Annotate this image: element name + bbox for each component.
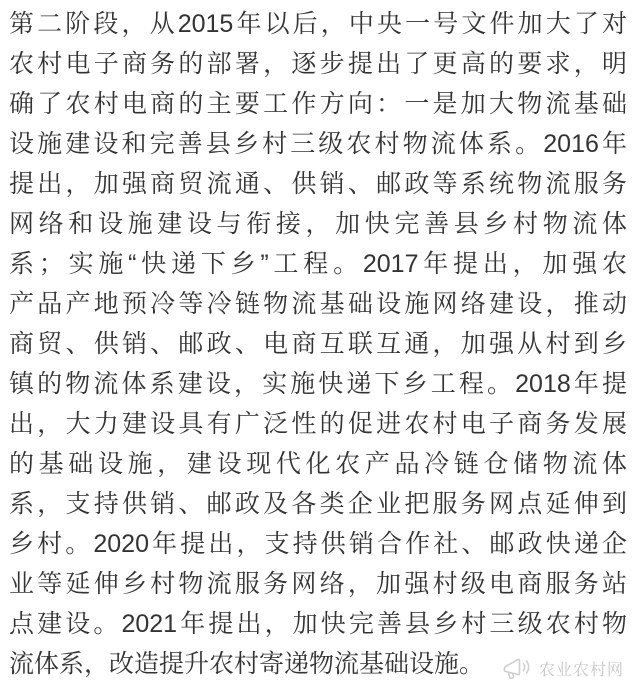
text-line: 镇的物流体系建设，实施快递下乡工程。2018年提 <box>9 370 627 398</box>
watermark-label: 农业农村网 <box>538 661 624 679</box>
article-text <box>9 4 627 684</box>
text-line: 系；实施“快递下乡”工程。2017年提出，加强农 <box>9 250 627 278</box>
megaphone-icon <box>502 654 532 682</box>
text-line: 的基础设施，建设现代化农产品冷链仓储物流体 <box>9 450 627 478</box>
text-line: 第二阶段，从2015年以后，中央一号文件加大了对 <box>9 10 627 38</box>
text-line: 出，大力建设具有广泛性的促进农村电子商务发展 <box>9 410 627 438</box>
text-line: 提出，加强商贸流通、供销、邮政等系统物流服务 <box>9 170 627 198</box>
text-line: 业等延伸乡村物流服务网络，加强村级电商服务站 <box>9 570 627 598</box>
text-line: 设施建设和完善县乡村三级农村物流体系。2016年 <box>9 130 627 158</box>
text-line: 确了农村电商的主要工作方向：一是加大物流基础 <box>9 90 627 118</box>
text-line: 流体系，改造提升农村寄递物流基础设施。 <box>9 650 485 678</box>
text-line: 网络和设施建设与衔接，加快完善县乡村物流体 <box>9 210 627 238</box>
watermark <box>502 654 624 682</box>
text-line: 点建设。2021年提出，加快完善县乡村三级农村物 <box>9 610 627 638</box>
text-line: 农村电子商务的部署，逐步提出了更高的要求，明 <box>9 50 627 78</box>
text-line: 产品产地预冷等冷链物流基础设施网络建设，推动 <box>9 290 627 318</box>
text-line: 系，支持供销、邮政及各类企业把服务网点延伸到 <box>9 490 627 518</box>
text-line: 乡村。2020年提出，支持供销合作社、邮政快递企 <box>9 530 627 558</box>
text-line: 商贸、供销、邮政、电商互联互通，加强从村到乡 <box>9 330 627 358</box>
